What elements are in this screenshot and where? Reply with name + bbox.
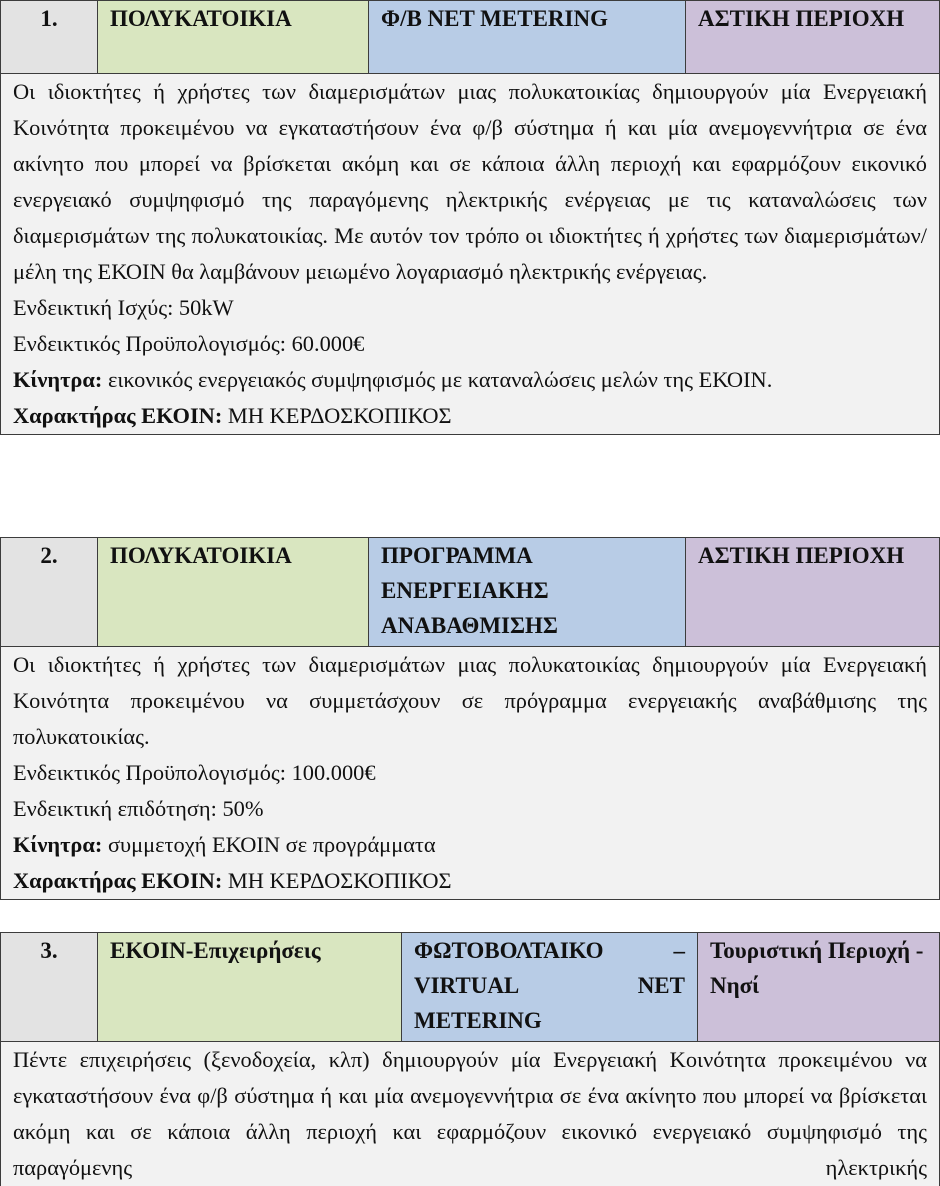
incentives-text: εικονικός ενεργειακός συμψηφισμός με καταναλώσεις μελών της ΕΚΟΙΝ. [102, 367, 773, 392]
character-label: Χαρακτήρας ΕΚΟΙΝ: [13, 868, 223, 893]
character-text: ΜΗ ΚΕΡΔΟΣΚΟΠΙΚΟΣ [222, 868, 452, 893]
incentives-label: Κίνητρα: [13, 367, 103, 392]
card-header [1, 537, 939, 646]
card-header [1, 932, 939, 1041]
card-body [1, 73, 939, 434]
card-header [1, 0, 939, 73]
card-description: Πέντε επιχειρήσεις (ξενοδοχεία, κλπ) δημιουργούν μία Ενεργειακή Κοινότητα προκειμένου να εγκαταστήσουν ένα φ/β σύστημα ή και μία ανεμογεννήτρια σε ένα ακίνητο που μπορεί να βρίσκεται ακόμη και σε κάποια άλλη περιοχή και εφαρμόζουν εικονικό ενεργειακό συμψηφισμό της παραγόμενης ηλεκτρικής [13, 1047, 927, 1180]
community-character [13, 398, 927, 434]
project-card-3 [0, 932, 940, 1186]
card-body [1, 646, 939, 899]
community-character [13, 863, 927, 899]
incentives-text: συμμετοχή ΕΚΟΙΝ σε προγράμματα [102, 832, 436, 857]
incentives-label: Κίνητρα: [13, 832, 103, 857]
project-type: Φ/Β NET METERING [369, 1, 686, 73]
indicative-budget: Ενδεικτικός Προϋπολογισμός: 60.000€ [13, 331, 365, 356]
project-card-2 [0, 537, 940, 900]
indicative-budget: Ενδεικτικός Προϋπολογισμός: 100.000€ [13, 760, 376, 785]
incentives [13, 827, 927, 863]
card-number: 2. [1, 538, 98, 646]
building-type: ΕΚΟΙΝ-Επιχειρήσεις [98, 933, 402, 1041]
area-type: ΑΣΤΙΚΗ ΠΕΡΙΟΧΗ [686, 538, 939, 646]
indicative-subsidy: Ενδεικτική επιδότηση: 50% [13, 796, 264, 821]
project-type: ΠΡΟΓΡΑΜΜΑ ΕΝΕΡΓΕΙΑΚΗΣ ΑΝΑΒΑΘΜΙΣΗΣ [369, 538, 686, 646]
building-type: ΠΟΛΥΚΑΤΟΙΚΙΑ [98, 538, 369, 646]
character-label: Χαρακτήρας ΕΚΟΙΝ: [13, 403, 223, 428]
indicative-power: Ενδεικτική Ισχύς: 50kW [13, 295, 234, 320]
project-card-1 [0, 0, 940, 435]
area-type: ΑΣΤΙΚΗ ΠΕΡΙΟΧΗ [686, 1, 939, 73]
card-body [1, 1041, 939, 1186]
card-description: Οι ιδιοκτήτες ή χρήστες των διαμερισμάτων μιας πολυκατοικίας δημιουργούν μία Ενεργειακή Κοινότητα προκειμένου να εγκαταστήσουν ένα φ/β σύστημα ή και μία ανεμογεννήτρια σε ένα ακίνητο που μπορεί να βρίσκεται ακόμη και σε κάποια άλλη περιοχή και εφαρμόζουν εικονικό ενεργειακό συμψηφισμό της παραγόμενης ηλεκτρικής ενέργειας με τις καταναλώσεις των διαμερισμάτων της πολυκατοικίας. Με αυτόν τον τρόπο οι ιδιοκτήτες ή χρήστες των διαμερισμάτων/μέλη της ΕΚΟΙΝ θα λαμβάνουν μειωμένο λογαριασμό ηλεκτρικής ενέργειας. [13, 79, 927, 284]
area-type: Τουριστική Περιοχή - Νησί [698, 933, 939, 1041]
card-description: Οι ιδιοκτήτες ή χρήστες των διαμερισμάτων μιας πολυκατοικίας δημιουργούν μία Ενεργειακή Κοινότητα προκειμένου να συμμετάσχουν σε πρόγραμμα ενεργειακής αναβάθμισης της πολυκατοικίας. [13, 652, 927, 749]
incentives [13, 362, 927, 398]
character-text: ΜΗ ΚΕΡΔΟΣΚΟΠΙΚΟΣ [222, 403, 452, 428]
building-type: ΠΟΛΥΚΑΤΟΙΚΙΑ [98, 1, 369, 73]
card-number: 3. [1, 933, 98, 1041]
card-number: 1. [1, 1, 98, 73]
project-type: ΦΩΤΟΒΟΛΤΑΙΚΟ – VIRTUAL NET METERING [402, 933, 698, 1041]
